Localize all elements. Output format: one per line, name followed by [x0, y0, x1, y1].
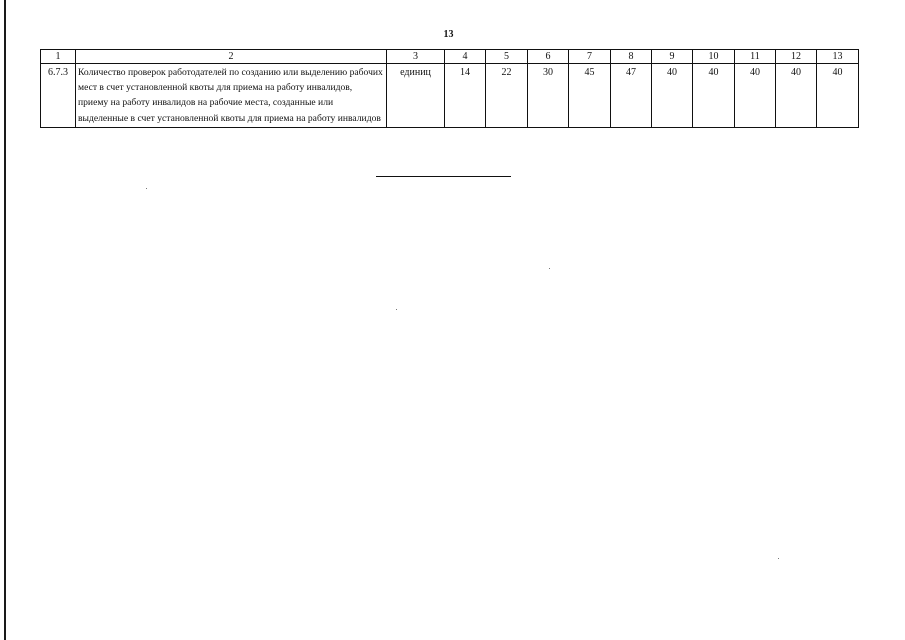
row-value: 45: [569, 64, 611, 128]
scan-speck: [549, 268, 550, 269]
column-header: 3: [387, 50, 445, 64]
row-value: 40: [817, 64, 859, 128]
scan-speck: [146, 188, 147, 189]
row-value: 40: [735, 64, 776, 128]
row-value: 30: [528, 64, 569, 128]
column-header: 6: [528, 50, 569, 64]
column-header: 8: [611, 50, 652, 64]
page-number: 13: [443, 29, 454, 40]
row-value: 14: [445, 64, 486, 128]
row-value: 40: [652, 64, 693, 128]
section-end-line: [376, 176, 511, 177]
column-header: 1: [41, 50, 76, 64]
row-value: 40: [776, 64, 817, 128]
column-header: 13: [817, 50, 859, 64]
column-header: 5: [486, 50, 528, 64]
indicators-table: [40, 49, 859, 128]
row-value: 47: [611, 64, 652, 128]
column-header: 9: [652, 50, 693, 64]
column-header: 4: [445, 50, 486, 64]
row-value: 40: [693, 64, 735, 128]
table-header-row: [41, 50, 859, 64]
column-header: 2: [76, 50, 387, 64]
column-header: 10: [693, 50, 735, 64]
row-description: Количество проверок работодателей по созданию или выделению рабочих мест в счет установленной квоты для приема на работу инвалидов, приему на работу инвалидов на рабочие места, созданные или выделенные в счет установленной квоты для приема на работу инвалидов: [76, 64, 387, 128]
column-header: 7: [569, 50, 611, 64]
row-value: 22: [486, 64, 528, 128]
row-unit: единиц: [387, 64, 445, 128]
scan-speck: [396, 309, 397, 310]
row-code: 6.7.3: [41, 64, 76, 128]
column-header: 11: [735, 50, 776, 64]
table-row: [41, 64, 859, 128]
page-left-border: [4, 0, 6, 640]
scan-speck: [778, 558, 779, 559]
column-header: 12: [776, 50, 817, 64]
